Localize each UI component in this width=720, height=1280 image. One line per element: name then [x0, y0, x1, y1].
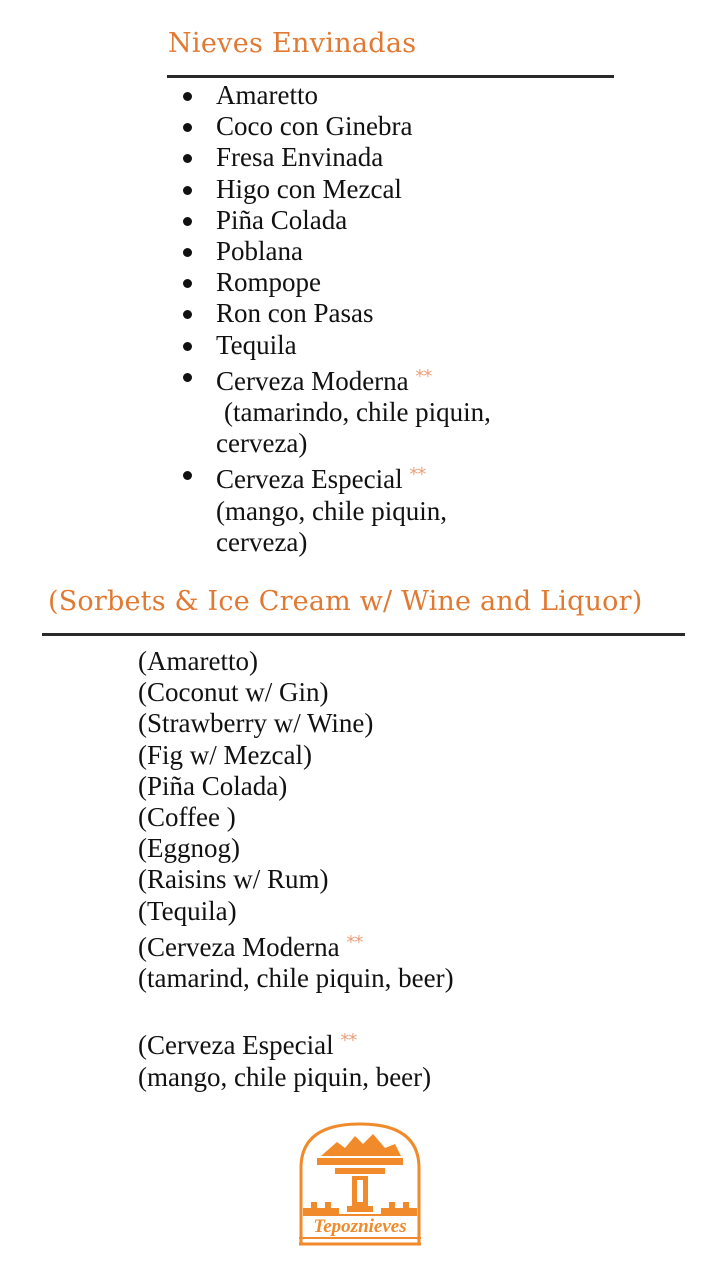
list-item [0, 361, 546, 460]
translation-line: (Piña Colada) [138, 770, 288, 801]
tepoznieves-logo [297, 1120, 423, 1248]
special-mark: ** [409, 464, 426, 486]
translation-name: (Cerveza Especial [138, 1030, 334, 1061]
translation-name: (Cerveza Moderna [138, 931, 340, 962]
flavor-note: cerveza) [216, 428, 308, 459]
translation-line: (Raisins w/ Rum) [138, 864, 329, 895]
flavor-note: (tamarindo, chile piquin, [224, 397, 491, 428]
list-item [0, 236, 546, 267]
special-mark: ** [346, 931, 363, 953]
translation-line: (Amaretto) [138, 646, 258, 676]
flavor-name: Poblana [216, 236, 303, 267]
flavor-name: Cerveza Especial [216, 464, 403, 495]
translation-line: (Coffee ) [138, 802, 236, 833]
english-translation-list [138, 646, 454, 1093]
translation-line: (Coconut w/ Gin) [138, 677, 329, 708]
list-item [0, 80, 546, 111]
translation-line: (Fig w/ Mezcal) [138, 739, 312, 770]
list-item [0, 330, 546, 361]
translation-line: (Tequila) [138, 895, 237, 926]
translation-note: (mango, chile piquin, beer) [138, 1061, 432, 1092]
translation-special [138, 927, 454, 963]
list-item [0, 267, 546, 298]
spanish-flavor-list [0, 80, 546, 558]
logo-wordmark: Tepoznieves [313, 1216, 407, 1237]
flavor-name: Cerveza Moderna [216, 365, 409, 396]
flavor-name: Amaretto [216, 80, 318, 110]
translation-note: (tamarind, chile piquin, beer) [138, 963, 454, 994]
flavor-note: cerveza) [216, 526, 308, 557]
flavor-name: Ron con Pasas [216, 298, 374, 329]
blank-line [138, 994, 454, 1025]
heading-divider [167, 75, 614, 78]
section-heading-english: (Sorbets & Ice Cream w/ Wine and Liquor) [48, 586, 643, 617]
flavor-note: (mango, chile piquin, [216, 495, 447, 526]
flavor-name: Higo con Mezcal [216, 173, 402, 204]
flavor-name: Fresa Envinada [216, 142, 384, 173]
list-item [0, 142, 546, 173]
special-mark: ** [340, 1030, 357, 1052]
flavor-name: Tequila [216, 329, 297, 360]
translation-line: (Eggnog) [138, 833, 240, 864]
flavor-name: Rompope [216, 267, 321, 298]
list-item [0, 111, 546, 142]
list-item [0, 459, 546, 558]
flavor-name: Coco con Ginebra [216, 111, 413, 142]
translation-special [138, 1025, 454, 1061]
special-mark: ** [415, 365, 432, 387]
logo-emblem-icon [297, 1120, 423, 1248]
flavor-name: Piña Colada [216, 204, 348, 235]
list-item [0, 298, 546, 329]
list-item [0, 205, 546, 236]
translation-line: (Strawberry w/ Wine) [138, 708, 374, 739]
list-item [0, 174, 546, 205]
section-heading-nieves-envinadas: Nieves Envinadas [168, 28, 417, 59]
heading-divider [42, 633, 685, 636]
